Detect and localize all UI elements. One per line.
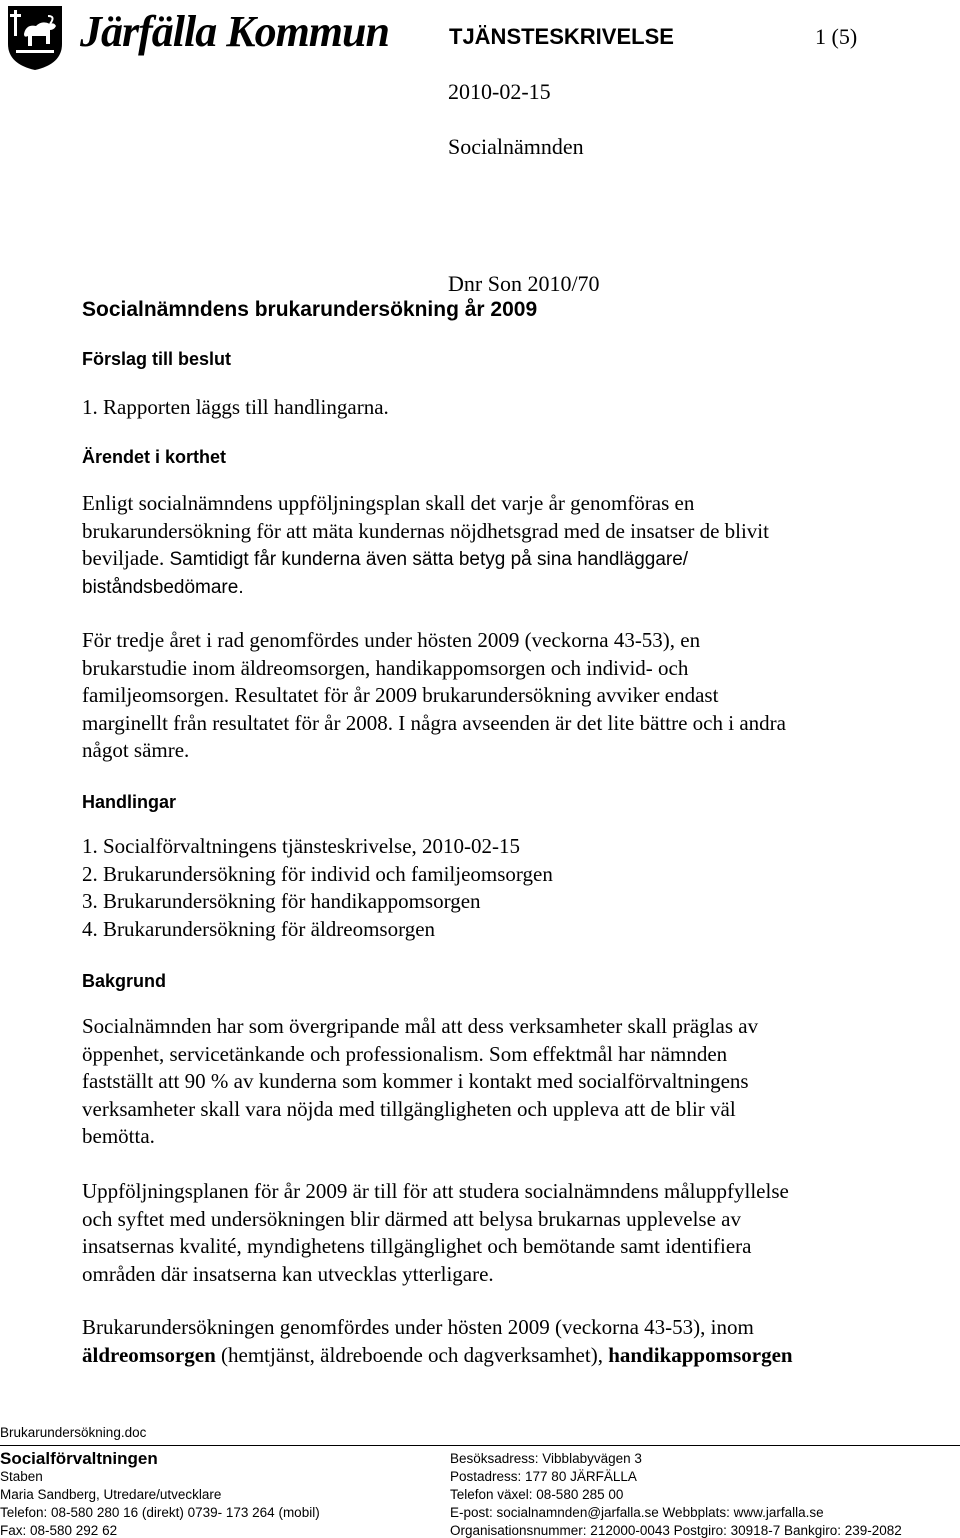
background-paragraph-2: Uppföljningsplanen för år 2009 är till för att studera socialnämndens måluppfyllelse och syftet med undersökningen blir därmed att belysa brukarnas upplevelse av insatsernas kvalité, myndighetens tillgänglighet och bemötande samt identifiera områden där insatserna kan utvecklas ytterligare. — [82, 1179, 789, 1286]
footer-visit-address: Besöksadress: Vibblabyvägen 3 — [450, 1451, 642, 1466]
background-paragraph-1: Socialnämnden har som övergripande mål att dess verksamheter skall präglas av öppenhet, servicetänkande och professionalism. Som effektmål har nämnden fastställt att 90 % av kunderna som kommer i kontakt med socialförvaltningens verksamheter skall vara nöjda med tillgängligheten och uppleva att de blir väl bemötta. — [82, 1014, 759, 1148]
footer-phone: Telefon: 08-580 280 16 (direkt) 0739- 173 264 (mobil) — [0, 1505, 320, 1520]
footer-unit: Staben — [0, 1469, 43, 1484]
footer-author: Maria Sandberg, Utredare/utvecklare — [0, 1487, 222, 1502]
footer-fax: Fax: 08-580 292 62 — [0, 1523, 118, 1538]
proposal-item: 1. Rapporten läggs till handlingarna. — [82, 395, 389, 419]
recipient: Socialnämnden — [448, 134, 584, 159]
document-title: Socialnämndens brukarundersökning år 2009 — [82, 298, 538, 321]
list-item: 2. Brukarundersökning för individ och familjeomsorgen — [82, 861, 553, 886]
diary-number: Dnr Son 2010/70 — [448, 271, 600, 296]
footer-switchboard: Telefon växel: 08-580 285 00 — [450, 1487, 624, 1502]
footer-post-address: Postadress: 177 80 JÄRFÄLLA — [450, 1469, 637, 1484]
footer-email-web: E-post: socialnamnden@jarfalla.se Webbplats: www.jarfalla.se — [450, 1505, 824, 1520]
list-item: 4. Brukarundersökning för äldreomsorgen — [82, 916, 436, 941]
page-number: 1 (5) — [815, 24, 858, 49]
footer-filename: Brukarundersökning.doc — [0, 1425, 147, 1440]
summary-paragraph-1: Enligt socialnämndens uppföljningsplan skall det varje år genomföras en brukarundersökning för att mäta kundernas nöjdhetsgrad med de insatser de blivit beviljade. Samtidigt får kunderna även sätta betyg på sina handläggare/ biståndsbedömare. — [82, 491, 769, 598]
summary-heading: Ärendet i korthet — [82, 447, 227, 467]
document-date: 2010-02-15 — [448, 79, 551, 104]
document-type: TJÄNSTESKRIVELSE — [449, 24, 674, 49]
footer-org-number: Organisationsnummer: 212000-0043 Postgiro: 30918-7 Bankgiro: 239-2082 — [450, 1523, 902, 1538]
background-heading: Bakgrund — [82, 971, 167, 991]
footer-org: Socialförvaltningen — [0, 1449, 158, 1468]
footer-divider — [0, 1445, 960, 1446]
documents-heading: Handlingar — [82, 792, 177, 812]
list-item: 3. Brukarundersökning för handikappomsorgen — [82, 889, 481, 913]
proposal-heading: Förslag till beslut — [82, 349, 232, 369]
summary-paragraph-2: För tredje året i rad genomfördes under hösten 2009 (veckorna 43-53), en brukarstudie inom äldreomsorgen, handikappomsorgen och individ- och familjeomsorgen. Resultatet för år 2009 brukarundersökning avviker endast marginellt från resultatet för år 2008. I några avseenden är det lite bättre och i andra något sämre. — [82, 628, 786, 762]
background-paragraph-3: Brukarundersökningen genomfördes under hösten 2009 (veckorna 43-53), inom äldreomsorgen (hemtjänst, äldreboende och dagverksamhet), handikappomsorgen — [82, 1315, 793, 1367]
coat-of-arms-icon — [6, 4, 64, 72]
list-item: 1. Socialförvaltningens tjänsteskrivelse, 2010-02-15 — [82, 834, 520, 858]
documents-list — [82, 833, 553, 943]
logo-wordmark: Järfälla Kommun — [80, 7, 389, 56]
